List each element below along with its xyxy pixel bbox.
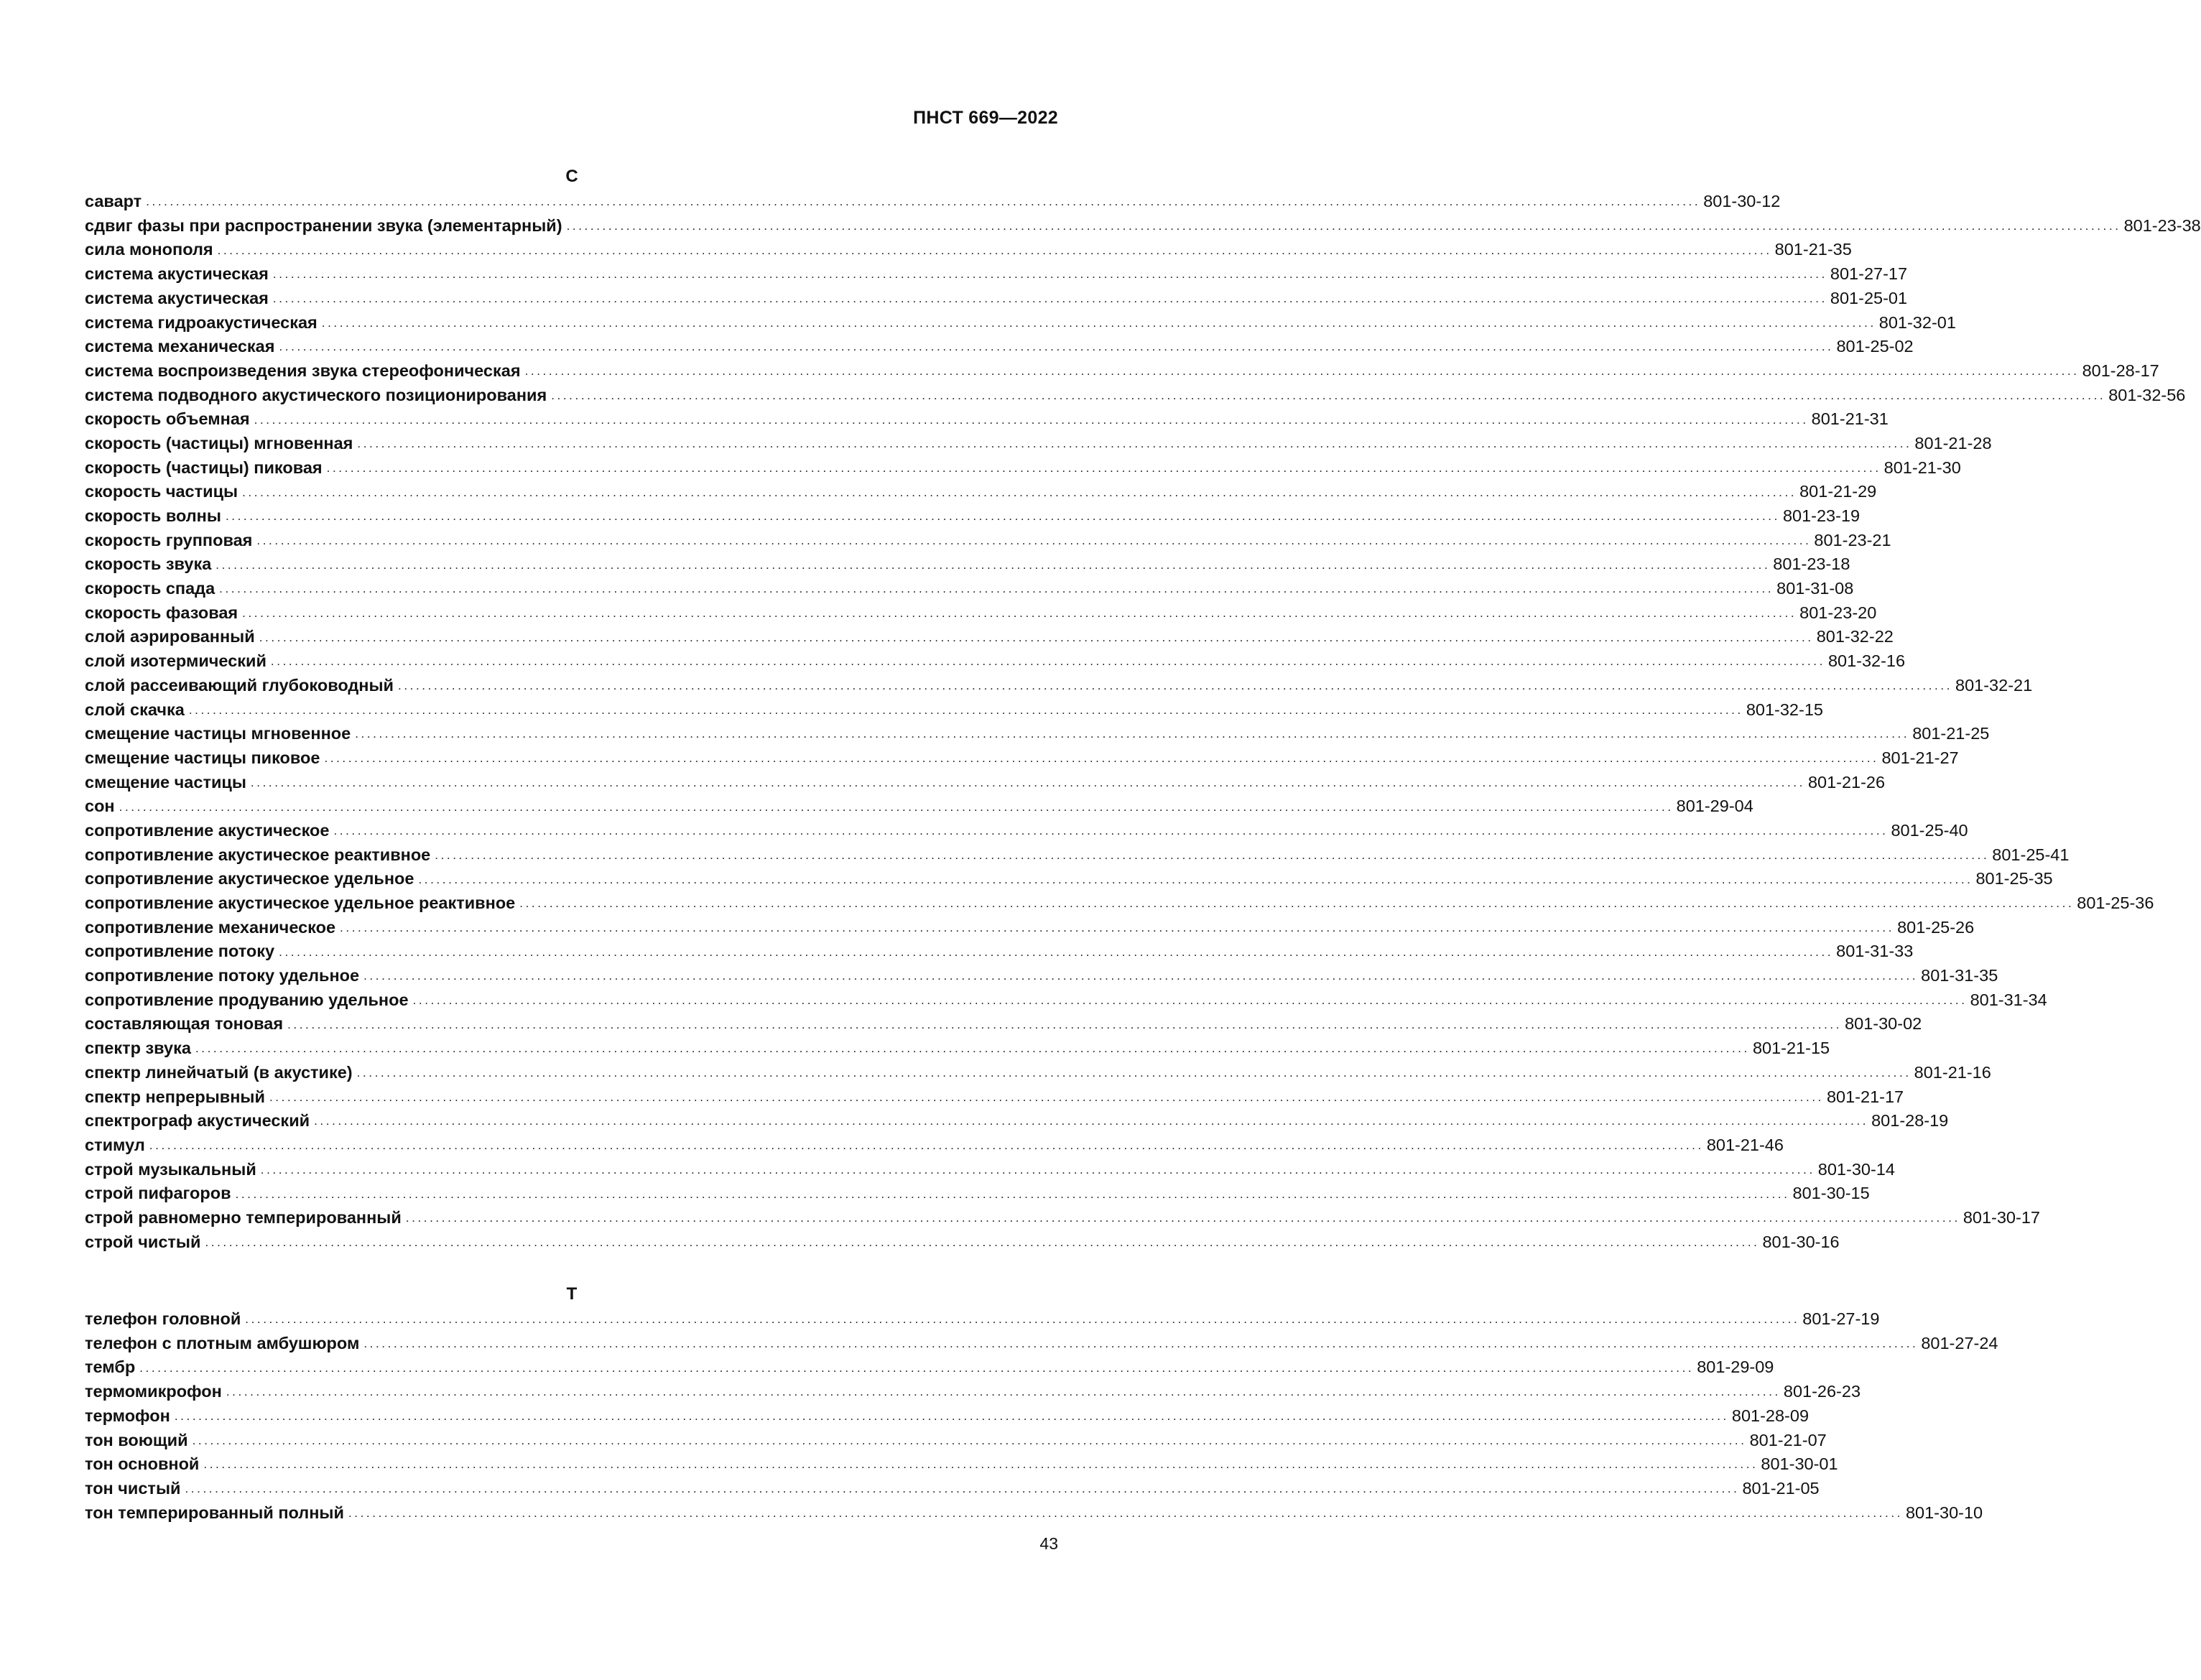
index-entry (85, 577, 1854, 601)
index-entry (85, 1332, 1998, 1356)
index-entry (85, 1380, 1861, 1404)
entry-term: сопротивление механическое (85, 917, 336, 937)
dot-leader: .................................................................................................................................................................................................................................................................... (259, 630, 1814, 644)
index-entry (85, 1428, 1827, 1452)
entry-term: скорость групповая (85, 530, 253, 549)
entry-code: 801-25-01 (1830, 288, 1908, 307)
dot-leader: .................................................................................................................................................................................................................................................................... (256, 533, 1812, 547)
entry-term: сдвиг фазы при распространении звука (элементарный) (85, 215, 562, 235)
dot-leader: .................................................................................................................................................................................................................................................................... (250, 775, 1805, 789)
dot-leader: .................................................................................................................................................................................................................................................................... (146, 195, 1701, 209)
entry-code: 801-28-17 (2082, 361, 2159, 380)
index-entry (85, 1501, 1983, 1526)
index-list-s (85, 190, 2201, 1254)
dot-leader: .................................................................................................................................................................................................................................................................... (219, 582, 1774, 596)
entry-term: сопротивление акустическое удельное реактивное (85, 894, 516, 913)
entry-term: система воспроизведения звука стереофоническая (85, 361, 521, 380)
dot-leader: .................................................................................................................................................................................................................................................................... (242, 606, 1797, 621)
index-entry (85, 939, 1914, 964)
entry-code: 801-28-19 (1871, 1111, 1949, 1131)
index-entry (85, 384, 2186, 408)
entry-code: 801-23-20 (1799, 603, 1877, 622)
index-entry (85, 214, 2201, 238)
dot-leader: .................................................................................................................................................................................................................................................................... (272, 267, 1827, 282)
entry-code: 801-25-41 (1992, 845, 2070, 864)
index-entry (85, 988, 2047, 1013)
index-entry (85, 359, 2159, 384)
entry-term: спектрограф акустический (85, 1111, 310, 1131)
entry-code: 801-25-36 (2077, 894, 2154, 913)
index-entry (85, 674, 2033, 698)
entry-code: 801-21-30 (1883, 458, 1961, 477)
page-number: 43 (1039, 1534, 1058, 1553)
dot-leader: .................................................................................................................................................................................................................................................................... (321, 315, 1876, 330)
dot-leader: .................................................................................................................................................................................................................................................................... (203, 1457, 1759, 1472)
index-entry (85, 891, 2154, 916)
entry-code: 801-32-15 (1746, 700, 1823, 719)
entry-code: 801-32-22 (1816, 627, 1894, 646)
document-header: ПНСТ 669—2022 (913, 108, 1058, 128)
entry-code: 801-21-31 (1811, 409, 1889, 429)
dot-leader: .................................................................................................................................................................................................................................................................... (174, 1409, 1729, 1424)
dot-leader: .................................................................................................................................................................................................................................................................... (287, 1017, 1843, 1031)
entry-term: сопротивление потоку (85, 942, 275, 961)
index-entry (85, 262, 1908, 287)
dot-leader: .................................................................................................................................................................................................................................................................... (139, 1360, 1695, 1375)
dot-leader: .................................................................................................................................................................................................................................................................... (149, 1138, 1704, 1153)
dot-leader: .................................................................................................................................................................................................................................................................... (356, 1066, 1912, 1080)
entry-term: тон основной (85, 1454, 200, 1474)
index-entry (85, 1206, 2040, 1230)
index-entry (85, 794, 1753, 819)
index-entry (85, 238, 1852, 262)
entry-term: строй равномерно темперированный (85, 1207, 402, 1227)
dot-leader: .................................................................................................................................................................................................................................................................... (363, 969, 1919, 983)
index-entry (85, 625, 1894, 649)
dot-leader: .................................................................................................................................................................................................................................................................... (357, 437, 1912, 451)
entry-term: система акустическая (85, 264, 269, 284)
entry-code: 801-30-14 (1817, 1159, 1895, 1179)
dot-leader: .................................................................................................................................................................................................................................................................... (188, 702, 1743, 717)
index-entry (85, 552, 1850, 577)
index-entry (85, 1355, 1774, 1380)
dot-leader: .................................................................................................................................................................................................................................................................... (279, 340, 1834, 354)
dot-leader: .................................................................................................................................................................................................................................................................... (245, 1312, 1800, 1327)
entry-code: 801-30-01 (1761, 1454, 1838, 1474)
index-entry (85, 1012, 1922, 1036)
dot-leader: .................................................................................................................................................................................................................................................................... (254, 412, 1809, 427)
entry-code: 801-32-16 (1827, 651, 1906, 671)
dot-leader: .................................................................................................................................................................................................................................................................... (226, 1385, 1781, 1399)
dot-leader: .................................................................................................................................................................................................................................................................... (269, 1090, 1824, 1104)
entry-term: скорость объемная (85, 409, 250, 429)
dot-leader: .................................................................................................................................................................................................................................................................... (225, 509, 1780, 524)
entry-code: 801-25-40 (1891, 820, 1968, 840)
entry-term: слой аэрированный (85, 627, 255, 646)
entry-code: 801-21-26 (1807, 772, 1886, 792)
section-letter-s: С (565, 167, 578, 186)
index-entry (85, 287, 1908, 311)
entry-code: 801-31-34 (1970, 990, 2047, 1009)
dot-leader: .................................................................................................................................................................................................................................................................... (216, 557, 1771, 572)
entry-code: 801-31-35 (1921, 966, 1998, 985)
entry-code: 801-30-17 (1963, 1207, 2040, 1227)
entry-code: 801-30-16 (1762, 1232, 1840, 1251)
index-entry (85, 649, 1906, 674)
dot-leader: .................................................................................................................................................................................................................................................................... (217, 243, 1772, 257)
dot-leader: .................................................................................................................................................................................................................................................................... (524, 364, 2080, 379)
entry-code: 801-31-08 (1776, 579, 1854, 598)
index-entry (85, 504, 1861, 529)
entry-term: скорость фазовая (85, 603, 238, 622)
entry-code: 801-21-07 (1749, 1430, 1827, 1449)
entry-term: термофон (85, 1406, 170, 1425)
entry-code: 801-21-35 (1774, 240, 1852, 259)
dot-leader: .................................................................................................................................................................................................................................................................... (519, 896, 2075, 911)
dot-leader: .................................................................................................................................................................................................................................................................... (272, 292, 1827, 306)
dot-leader: .................................................................................................................................................................................................................................................................... (324, 751, 1879, 766)
entry-code: 801-21-15 (1752, 1039, 1830, 1058)
dot-leader: .................................................................................................................................................................................................................................................................... (551, 388, 2106, 402)
dot-leader: .................................................................................................................................................................................................................................................................... (270, 654, 1825, 669)
entry-term: система подводного акустического позиционирования (85, 385, 547, 404)
entry-term: сопротивление продуванию удельное (85, 990, 409, 1009)
entry-term: стимул (85, 1135, 145, 1154)
entry-code: 801-21-05 (1742, 1478, 1820, 1498)
entry-code: 801-32-01 (1878, 312, 1956, 332)
entry-code: 801-23-18 (1773, 554, 1850, 574)
index-entry (85, 1133, 1784, 1158)
index-entry (85, 1109, 1949, 1133)
index-entry (85, 310, 1956, 335)
entry-code: 801-21-28 (1914, 433, 1992, 453)
dot-leader: .................................................................................................................................................................................................................................................................... (340, 920, 1895, 934)
index-entry (85, 480, 1877, 504)
index-entry (85, 601, 1877, 626)
entry-term: скорость (частицы) пиковая (85, 458, 323, 477)
entry-term: тембр (85, 1358, 136, 1377)
entry-code: 801-23-19 (1782, 506, 1861, 526)
entry-term: смещение частицы (85, 772, 246, 792)
entry-code: 801-32-21 (1955, 675, 2033, 695)
entry-term: строй чистый (85, 1232, 201, 1251)
entry-term: смещение частицы мгновенное (85, 724, 351, 743)
entry-term: строй музыкальный (85, 1159, 256, 1179)
dot-leader: .................................................................................................................................................................................................................................................................... (326, 460, 1881, 475)
entry-term: система акустическая (85, 288, 269, 307)
entry-code: 801-30-15 (1792, 1184, 1870, 1203)
entry-code: 801-28-09 (1731, 1406, 1810, 1425)
entry-term: саварт (85, 192, 142, 211)
index-entry (85, 964, 1998, 988)
dot-leader: .................................................................................................................................................................................................................................................................... (314, 1114, 1869, 1128)
section-letter-t: Т (566, 1284, 578, 1304)
entry-code: 801-31-33 (1836, 942, 1914, 961)
index-list-t (85, 1307, 1998, 1525)
entry-term: скорость спада (85, 579, 216, 598)
dot-leader: .................................................................................................................................................................................................................................................................... (205, 1235, 1760, 1249)
entry-term: строй пифагоров (85, 1184, 231, 1203)
dot-leader: .................................................................................................................................................................................................................................................................... (363, 1337, 1919, 1351)
entry-code: 801-21-17 (1826, 1087, 1904, 1106)
index-entry (85, 867, 2053, 891)
entry-code: 801-30-02 (1845, 1014, 1922, 1034)
entry-term: тон чистый (85, 1478, 181, 1498)
entry-code: 801-23-38 (2123, 215, 2201, 235)
index-entry (85, 1085, 1904, 1109)
dot-leader: .................................................................................................................................................................................................................................................................... (355, 727, 1910, 741)
entry-term: спектр звука (85, 1039, 191, 1058)
entry-term: система гидроакустическая (85, 312, 318, 332)
entry-term: слой скачка (85, 700, 185, 719)
entry-code: 801-27-24 (1921, 1333, 1998, 1352)
dot-leader: .................................................................................................................................................................................................................................................................... (279, 945, 1834, 959)
entry-code: 801-27-19 (1802, 1309, 1880, 1329)
entry-term: тон воющий (85, 1430, 188, 1449)
entry-code: 801-30-10 (1905, 1503, 1983, 1522)
entry-term: спектр непрерывный (85, 1087, 265, 1106)
index-entry (85, 529, 1891, 553)
dot-leader: .................................................................................................................................................................................................................................................................... (566, 219, 2121, 233)
dot-leader: .................................................................................................................................................................................................................................................................... (398, 679, 1953, 693)
index-entry (85, 1452, 1838, 1477)
index-entry (85, 722, 1990, 746)
dot-leader: .................................................................................................................................................................................................................................................................... (435, 848, 1990, 862)
index-entry (85, 697, 1823, 722)
entry-term: составляющая тоновая (85, 1014, 284, 1034)
index-entry (85, 1182, 1870, 1206)
index-entry (85, 843, 2070, 868)
entry-code: 801-21-29 (1799, 482, 1877, 501)
dot-leader: .................................................................................................................................................................................................................................................................... (235, 1187, 1790, 1201)
entry-term: скорость волны (85, 506, 221, 526)
entry-term: сопротивление акустическое реактивное (85, 845, 431, 864)
entry-term: сопротивление потоку удельное (85, 966, 360, 985)
entry-term: сон (85, 797, 115, 816)
dot-leader: .................................................................................................................................................................................................................................................................... (412, 993, 1968, 1008)
entry-term: смещение частицы пиковое (85, 748, 320, 767)
dot-leader: .................................................................................................................................................................................................................................................................... (185, 1482, 1740, 1496)
index-entry (85, 916, 1975, 940)
entry-code: 801-23-21 (1814, 530, 1891, 549)
entry-code: 801-21-16 (1914, 1062, 1991, 1082)
entry-term: слой изотермический (85, 651, 267, 671)
entry-term: телефон с плотным амбушюром (85, 1333, 360, 1352)
entry-code: 801-25-26 (1897, 917, 1975, 937)
entry-code: 801-29-09 (1697, 1358, 1774, 1377)
entry-term: сопротивление акустическое удельное (85, 869, 414, 888)
entry-code: 801-21-25 (1912, 724, 1990, 743)
entry-code: 801-25-02 (1836, 337, 1914, 356)
dot-leader: .................................................................................................................................................................................................................................................................... (119, 799, 1674, 814)
dot-leader: .................................................................................................................................................................................................................................................................... (242, 485, 1797, 499)
entry-term: скорость частицы (85, 482, 238, 501)
index-entry (85, 432, 1992, 456)
entry-code: 801-21-46 (1706, 1135, 1784, 1154)
dot-leader: .................................................................................................................................................................................................................................................................... (192, 1433, 1747, 1447)
dot-leader: .................................................................................................................................................................................................................................................................... (405, 1211, 1960, 1225)
index-entry (85, 746, 1959, 771)
index-entry (85, 335, 1914, 359)
entry-term: спектр линейчатый (в акустике) (85, 1062, 353, 1082)
index-entry (85, 1061, 1991, 1085)
entry-code: 801-29-04 (1676, 797, 1753, 816)
index-entry (85, 456, 1961, 481)
entry-term: скорость звука (85, 554, 212, 574)
index-entry (85, 1477, 1820, 1501)
entry-code: 801-32-56 (2108, 385, 2186, 404)
entry-term: термомикрофон (85, 1382, 222, 1401)
index-entry (85, 1230, 1840, 1255)
dot-leader: .................................................................................................................................................................................................................................................................... (348, 1505, 1903, 1520)
entry-term: тон темперированный полный (85, 1503, 344, 1522)
entry-code: 801-21-27 (1881, 748, 1959, 767)
dot-leader: .................................................................................................................................................................................................................................................................... (195, 1041, 1750, 1056)
index-entry (85, 1158, 1895, 1182)
index-entry (85, 407, 1889, 432)
index-entry (85, 771, 1886, 795)
index-entry (85, 819, 1968, 843)
entry-code: 801-27-17 (1830, 264, 1908, 284)
entry-code: 801-26-23 (1783, 1382, 1861, 1401)
entry-term: сопротивление акустическое (85, 820, 330, 840)
dot-leader: .................................................................................................................................................................................................................................................................... (333, 824, 1889, 838)
index-entry (85, 190, 1781, 214)
entry-term: система механическая (85, 337, 275, 356)
entry-code: 801-25-35 (1975, 869, 2053, 888)
index-entry (85, 1307, 1880, 1332)
index-entry (85, 1404, 1810, 1429)
entry-term: телефон головной (85, 1309, 241, 1329)
dot-leader: .................................................................................................................................................................................................................................................................... (260, 1162, 1815, 1177)
index-entry (85, 1036, 1830, 1061)
entry-term: слой рассеивающий глубоководный (85, 675, 394, 695)
dot-leader: .................................................................................................................................................................................................................................................................... (418, 872, 1973, 886)
entry-term: скорость (частицы) мгновенная (85, 433, 353, 453)
entry-code: 801-30-12 (1703, 192, 1781, 211)
entry-term: сила монополя (85, 240, 213, 259)
